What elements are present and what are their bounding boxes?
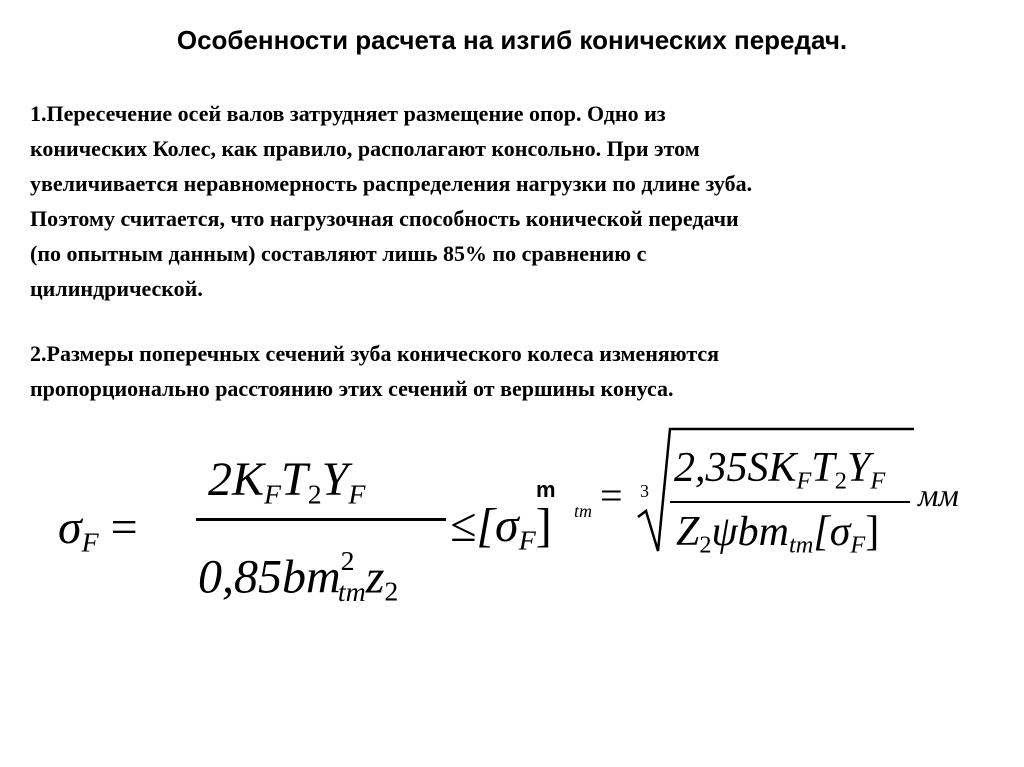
paragraph-line: пропорционально расстоянию этих сечений от вершины конуса. (30, 376, 674, 401)
module-label-subscript: tm (574, 501, 592, 521)
paragraph-2 (30, 336, 990, 406)
paragraph-line: 2.Размеры поперечных сечений зуба конического колеса изменяются (30, 341, 720, 366)
module-label: m (536, 477, 556, 502)
paragraph-line: Поэтому считается, что нагрузочная способность конической передачи (30, 206, 739, 231)
fraction-bar (670, 501, 910, 503)
formula-equals: = (600, 473, 623, 518)
paragraph-1 (30, 96, 990, 306)
paragraph-line: конических Колес, как правило, располагают консольно. При этом (30, 136, 700, 161)
formula-units: мм (918, 477, 959, 513)
slide-title: Особенности расчета на изгиб конических передач. (176, 25, 848, 55)
module-formula (600, 425, 990, 565)
paragraph-line: увеличивается неравномерность распределения нагрузки по длине зуба. (30, 171, 753, 196)
formula-denominator: $Z_2\psi bm_{tm}[\sigma_F]$ (676, 509, 880, 559)
root-index: 3 (640, 481, 649, 501)
bending-stress-formula (58, 450, 552, 610)
paragraph-line: цилиндрической. (30, 276, 203, 301)
formula-rhs: $\le[\sigma_F]$ (450, 499, 552, 557)
formula-numerator: $2K_FT_2Y_F$ (208, 453, 366, 511)
formula-numerator: $2,35SK_FT_2Y_F$ (674, 445, 886, 495)
paragraph-line: (по опытным данным) составляют лишь 85% по сравнению с (30, 241, 647, 266)
paragraph-line: 1.Пересечение осей валов затрудняет размещение опор. Одно из (30, 101, 666, 126)
formula-lhs: $\sigma_F$ = (58, 501, 138, 559)
fraction-bar (196, 518, 446, 521)
formula-denominator: $0,85bm^2_{tm}z_2$ (198, 546, 399, 608)
